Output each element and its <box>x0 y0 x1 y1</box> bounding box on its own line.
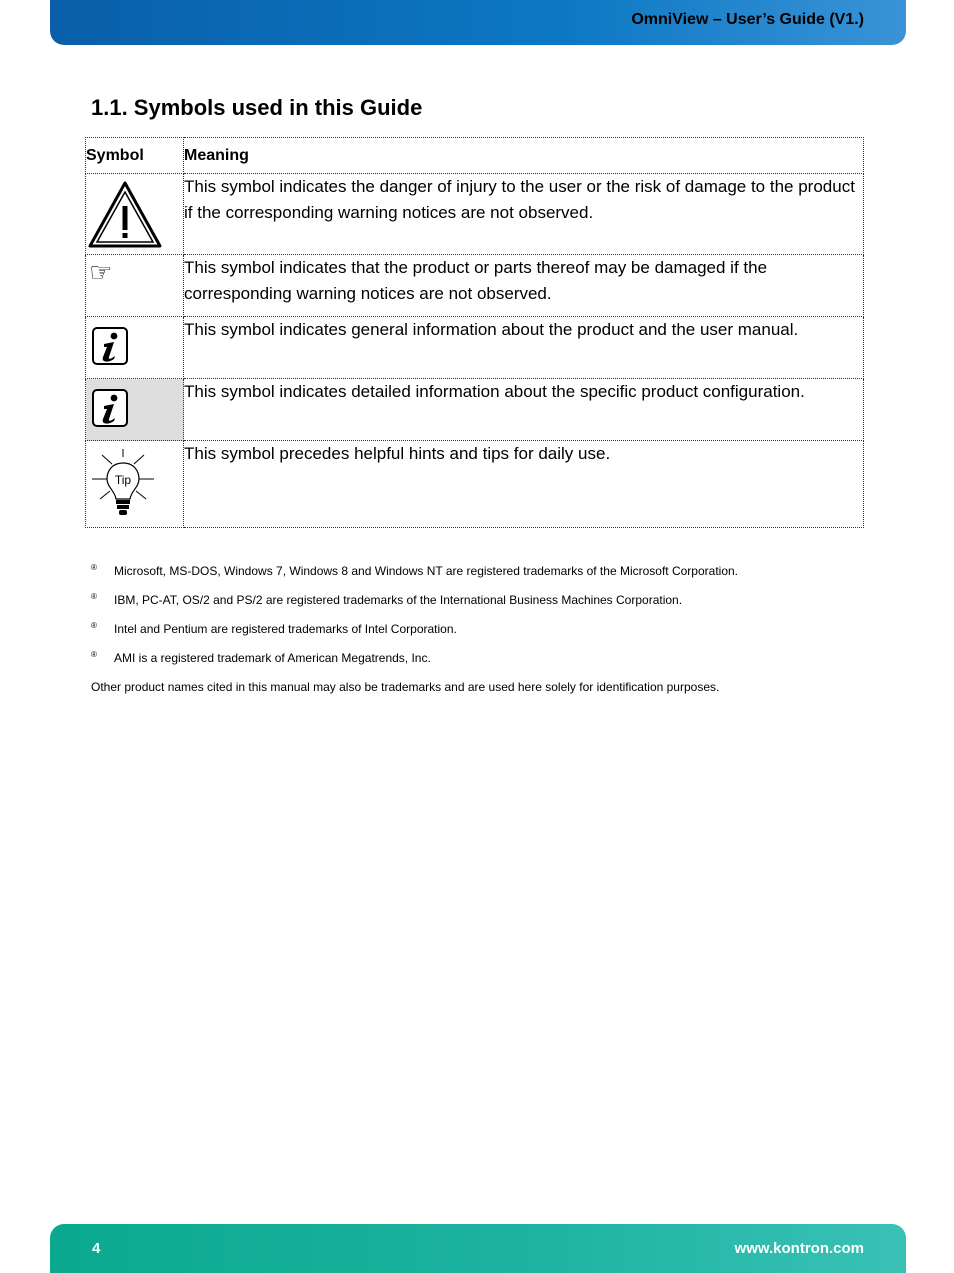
table-row <box>86 379 864 441</box>
symbol-cell <box>86 174 184 255</box>
warning-triangle-icon <box>87 180 163 248</box>
info-icon <box>91 388 131 428</box>
table-row <box>86 441 864 528</box>
registered-mark: ® <box>91 592 97 601</box>
trademark-text: Microsoft, MS-DOS, Windows 7, Windows 8 and Windows NT are registered trademarks of the Microsoft Corporation. <box>114 564 738 578</box>
list-item <box>91 618 871 647</box>
footer-bar <box>50 1224 906 1273</box>
symbols-table <box>85 137 864 528</box>
table-header-row <box>86 138 864 174</box>
list-item <box>91 560 871 589</box>
page-number: 4 <box>92 1240 101 1257</box>
list-item <box>91 647 871 676</box>
tip-bulb-icon <box>90 449 156 517</box>
table-row <box>86 174 864 255</box>
symbol-cell-shaded <box>86 379 184 441</box>
header-bar <box>50 0 906 45</box>
symbol-cell <box>86 441 184 528</box>
registered-mark: ® <box>91 621 97 630</box>
list-item <box>91 589 871 618</box>
meaning-cell: This symbol indicates detailed information about the specific product configuration. <box>184 379 864 441</box>
meaning-cell: This symbol precedes helpful hints and tips for daily use. <box>184 441 864 528</box>
meaning-cell: This symbol indicates the danger of injury to the user or the risk of damage to the product if the corresponding warning notices are not observed. <box>184 174 864 255</box>
trademarks-section <box>91 560 871 705</box>
table-row <box>86 317 864 379</box>
pointing-hand-icon: ☞ <box>89 258 113 288</box>
trademark-text: AMI is a registered trademark of American Megatrends, Inc. <box>114 651 431 665</box>
registered-mark: ® <box>91 563 97 572</box>
symbol-cell <box>86 317 184 379</box>
trademark-text: Intel and Pentium are registered trademarks of Intel Corporation. <box>114 622 457 636</box>
symbol-cell <box>86 255 184 317</box>
section-title: 1.1. Symbols used in this Guide <box>91 95 423 120</box>
table-row <box>86 255 864 317</box>
registered-mark: ® <box>91 650 97 659</box>
trademark-note: Other product names cited in this manual may also be trademarks and are used here solely for identification purposes. <box>91 680 720 694</box>
meaning-cell: This symbol indicates that the product or parts thereof may be damaged if the corresponding warning notices are not observed. <box>184 255 864 317</box>
header-symbol: Symbol <box>86 138 184 174</box>
trademark-text: IBM, PC-AT, OS/2 and PS/2 are registered trademarks of the International Business Machines Corporation. <box>114 593 683 607</box>
info-icon <box>91 326 131 366</box>
footer-url[interactable]: www.kontron.com <box>734 1240 864 1257</box>
header-meaning: Meaning <box>184 138 864 174</box>
meaning-cell: This symbol indicates general information about the product and the user manual. <box>184 317 864 379</box>
tip-label: Tip <box>114 473 132 487</box>
header-title: OmniView – User’s Guide (V1.) <box>631 11 864 28</box>
